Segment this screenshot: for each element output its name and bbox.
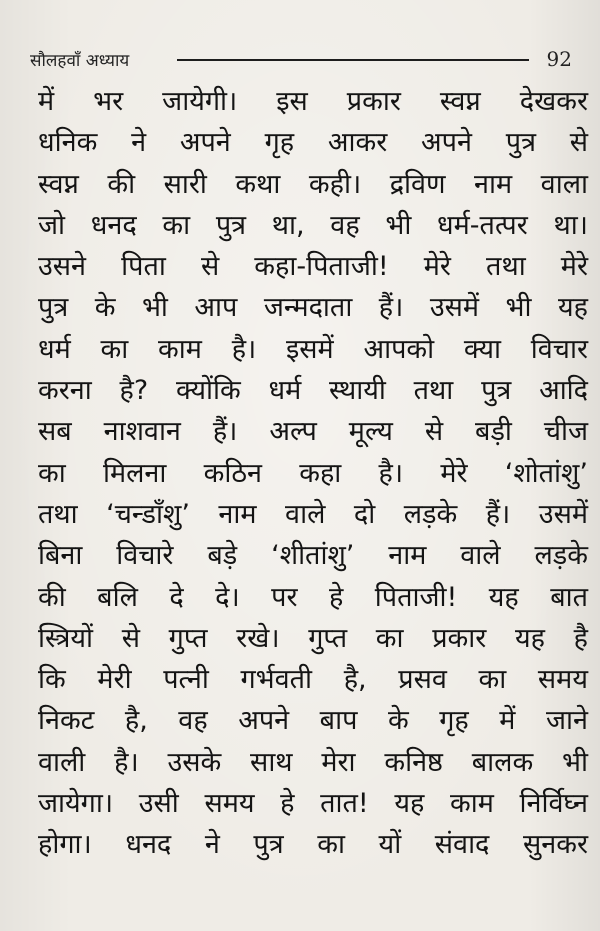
text-line: करना है? क्योंकि धर्म स्थायी तथा पुत्र आदि [38, 375, 588, 407]
text-line: स्वप्न की सारी कथा कही। द्रविण नाम वाला [38, 168, 588, 200]
text-line: स्त्रियों से गुप्त रखे। गुप्त का प्रकार यह है [38, 622, 588, 654]
page-header [30, 44, 572, 74]
text-line: वाली है। उसके साथ मेरा कनिष्ठ बालक भी [38, 746, 588, 778]
page-number: 92 [546, 47, 572, 71]
text-line: पुत्र के भी आप जन्मदाता हैं। उसमें भी यह [38, 292, 588, 324]
text-line: जो धनद का पुत्र था, वह भी धर्म-तत्पर था। [38, 209, 588, 241]
text-line: तथा ‘चन्डाँशु’ नाम वाले दो लड़के हैं। उसमें [38, 498, 588, 530]
text-line: धर्म का काम है। इसमें आपको क्या विचार [38, 333, 588, 365]
text-line: धनिक ने अपने गृह आकर अपने पुत्र से [38, 127, 588, 159]
text-line: सब नाशवान हैं। अल्प मूल्य से बड़ी चीज [38, 416, 588, 448]
text-line: निकट है, वह अपने बाप के गृह में जाने [38, 705, 588, 737]
text-line: का मिलना कठिन कहा है। मेरे ‘शोतांशु’ [38, 457, 588, 489]
chapter-title: सौलहवाँ अध्याय [30, 50, 130, 71]
text-line: में भर जायेगी। इस प्रकार स्वप्न देखकर [38, 86, 588, 117]
text-line: कि मेरी पत्नी गर्भवती है, प्रसव का समय [38, 664, 588, 696]
text-line: की बलि दे दे। पर हे पिताजी! यह बात [38, 581, 588, 613]
header-rule [177, 59, 528, 61]
text-line: उसने पिता से कहा-पिताजी! मेरे तथा मेरे [38, 251, 588, 283]
text-line: बिना विचारे बड़े ‘शीतांशु’ नाम वाले लड़के [38, 540, 588, 572]
text-line: होगा। धनद ने पुत्र का यों संवाद सुनकर [38, 829, 588, 861]
body-text [38, 81, 588, 866]
text-line: जायेगा। उसी समय हे तात! यह काम निर्विघ्न [38, 788, 588, 820]
